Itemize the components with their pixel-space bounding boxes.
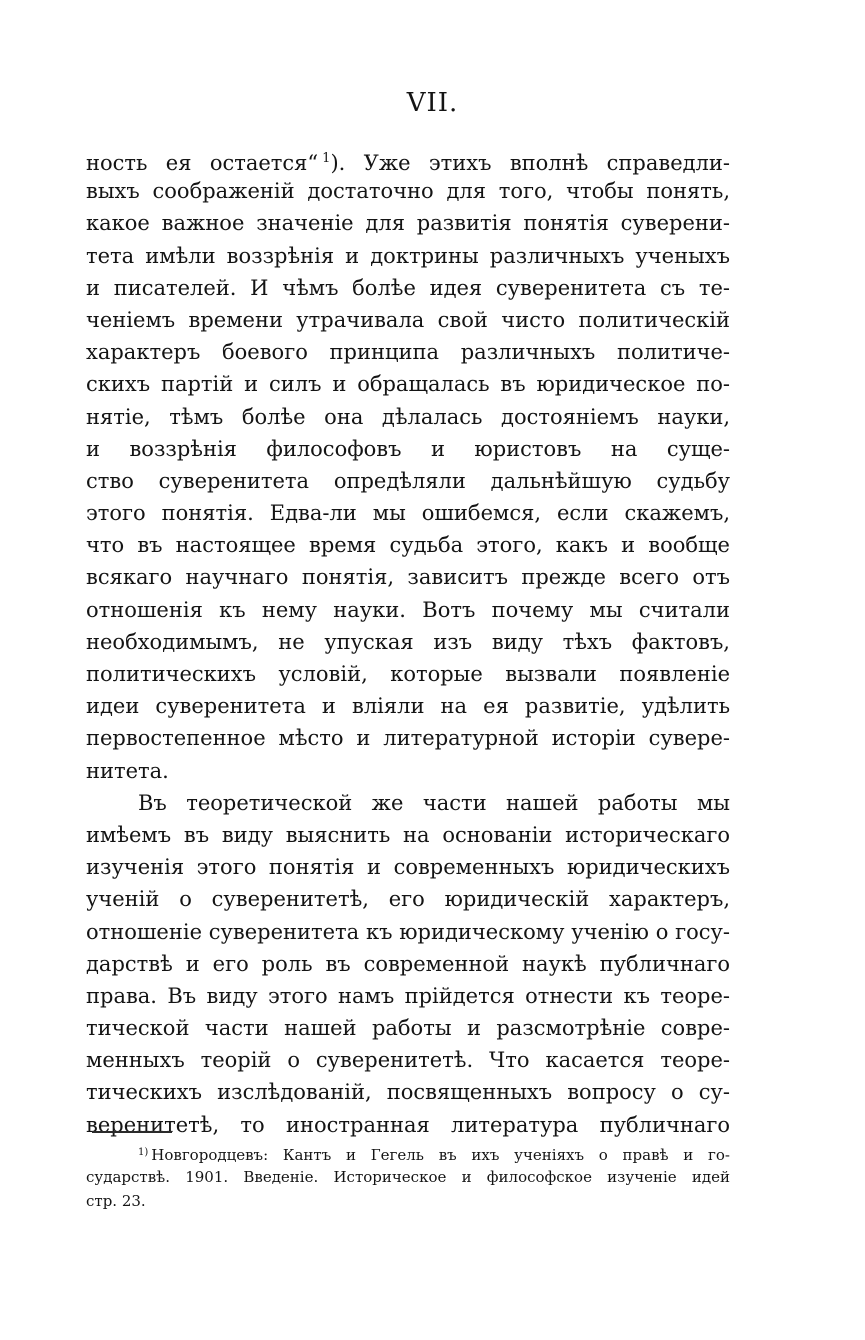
text-line: выхъ соображеній достаточно для того, чтобы понять,: [86, 179, 730, 204]
text-fragment: ность ея остается“: [86, 151, 319, 175]
text-line: Въ теоретической же части нашей работы мы: [138, 790, 730, 815]
text-line: ченіемъ времени утрачивала свой чисто политическій: [86, 307, 730, 332]
text-line: какое важное значеніе для развитія понятія суверени-: [86, 211, 730, 236]
text-line: отношенія къ нему науки. Вотъ почему мы считали: [86, 597, 730, 622]
text-line: нятіе, тѣмъ болѣе она дѣлалась достояніемъ науки,: [86, 404, 730, 429]
text-line: имѣемъ въ виду выяснить на основаніи историческаго: [86, 822, 730, 847]
footnote-divider: [92, 1131, 172, 1133]
text-line: тическихъ изслѣдованій, посвященныхъ вопросу о су-: [86, 1080, 730, 1105]
text-line: ученій о суверенитетѣ, его юридическій характеръ,: [86, 887, 730, 912]
text-line: изученія этого понятія и современныхъ юридическихъ: [86, 855, 730, 880]
footnote-marker: 1): [138, 1147, 149, 1158]
text-line: отношеніе суверенитета къ юридическому ученію о госу-: [86, 919, 730, 944]
text-line: и писателей. И чѣмъ болѣе идея суверенитета съ те-: [86, 275, 730, 300]
footnote: [86, 1141, 730, 1213]
text-line: всякаго научнаго понятія, зависитъ прежде всего отъ: [86, 565, 730, 590]
text-line: [86, 143, 730, 175]
text-line: веренитетѣ, то иностранная литература публичнаго: [86, 1112, 730, 1137]
text-line: тета имѣли воззрѣнія и доктрины различныхъ ученыхъ: [86, 243, 730, 268]
footnote-line: стр. 23.: [86, 1192, 146, 1210]
text-line: что въ настоящее время судьба этого, какъ и вообще: [86, 533, 730, 558]
body-text: [86, 143, 730, 1141]
text-line: права. Въ виду этого намъ прійдется отнести къ теоре-: [86, 983, 730, 1008]
text-line: и воззрѣнія философовъ и юристовъ на суще-: [86, 436, 730, 461]
text-line: этого понятія. Едва-ли мы ошибемся, если скажемъ,: [86, 501, 730, 526]
text-line: тической части нашей работы и разсмотрѣніе совре-: [86, 1016, 730, 1041]
text-line: необходимымъ, не упуская изъ виду тѣхъ фактовъ,: [86, 629, 730, 654]
footnote-line: [86, 1141, 730, 1165]
footnote-line: сударствѣ. 1901. Введеніе. Историческое и философское изученіе идей: [86, 1168, 730, 1186]
text-line: нитета.: [86, 758, 169, 783]
text-line: ство суверенитета опредѣляли дальнѣйшую судьбу: [86, 468, 730, 493]
text-fragment: ). Уже этихъ вполнѣ справедли-: [330, 151, 730, 175]
text-line: первостепенное мѣсто и литературной исторіи сувере-: [86, 726, 730, 751]
text-line: дарствѣ и его роль въ современной наукѣ публичнаго: [86, 951, 730, 976]
text-line: характеръ боевого принципа различныхъ политиче-: [86, 340, 730, 365]
text-line: менныхъ теорій о суверенитетѣ. Что касается теоре-: [86, 1048, 730, 1073]
page-number: VII.: [406, 88, 459, 118]
text-line: скихъ партій и силъ и обращалась въ юридическое по-: [86, 372, 730, 397]
text-line: политическихъ условій, которые вызвали появленіе: [86, 662, 730, 686]
footnote-text: Новгородцевъ: Кантъ и Гегель въ ихъ ученіяхъ о правѣ и го-: [151, 1146, 730, 1164]
text-line: идеи суверенитета и вліяли на ея развитіе, удѣлить: [86, 694, 730, 719]
footnote-reference: 1: [322, 151, 331, 166]
